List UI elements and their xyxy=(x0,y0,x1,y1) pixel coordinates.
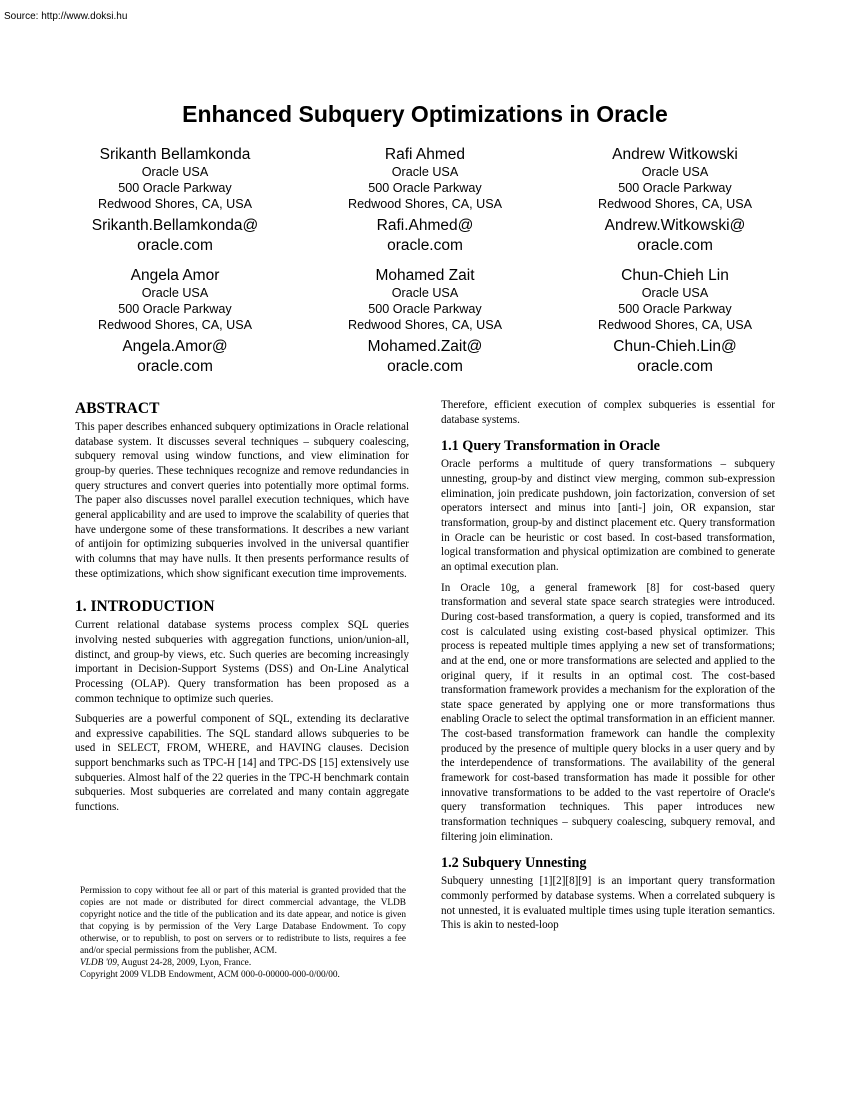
author-street: 500 Oracle Parkway xyxy=(618,181,732,195)
abstract-heading: ABSTRACT xyxy=(75,400,160,417)
author-name: Andrew Witkowski xyxy=(612,146,738,163)
author-org: Oracle USA xyxy=(141,165,209,179)
permission-text: Permission to copy without fee all or part of this material is granted provided that the copies are not made or distributed for direct commercial advantage, the VLDB copyright notice and the title of the publication and its date appear, and notice is given that copying is by permission of the Very Large Database Endowment. To copy otherwise, or to republish, to post on servers or to redistribute to lists, requires a fee and/or special permissions from the publisher, ACM. xyxy=(80,886,406,957)
introduction-paragraph: Subqueries are a powerful component of SQL, extending its declarative and expressive capabilities. The SQL standard allows subqueries to be used in SELECT, FROM, WHERE, and HAVING clauses. Decision support benchmarks such as TPC-H [14] and TPC-DS [15] extensively use subqueries. Almost half of the 22 queries in the TPC-H benchmark contain subqueries. Most subqueries are correlated and many contain aggregate functions. xyxy=(75,713,409,814)
author-block xyxy=(550,266,800,376)
introduction-heading: 1. INTRODUCTION xyxy=(75,598,215,616)
author-email-user: Rafi.Ahmed@ xyxy=(376,217,474,234)
author-city: Redwood Shores, CA, USA xyxy=(98,318,252,332)
author-block xyxy=(50,266,300,376)
author-city: Redwood Shores, CA, USA xyxy=(98,197,252,211)
author-name: Chun-Chieh Lin xyxy=(621,267,729,284)
source-url: Source: http://www.doksi.hu xyxy=(4,11,128,22)
author-street: 500 Oracle Parkway xyxy=(618,302,732,316)
left-column xyxy=(75,399,409,821)
author-name: Mohamed Zait xyxy=(375,267,475,284)
section-paragraph: Oracle performs a multitude of query transformations – subquery unnesting, group-by and distinct view merging, common sub-expression elimination, join predicate pushdown, join factorization, conversion of set operators intersect and minus into [anti-] join, OR expansion, star transformation, group-by and distinct placement etc. Query transformation in Oracle can be heuristic or cost based. In cost-based transformation, logical transformation and physical optimization are combined to generate an optimal execution plan. xyxy=(441,458,775,573)
section-heading-subquery-unnesting: 1.2 Subquery Unnesting xyxy=(441,855,587,872)
author-org: Oracle USA xyxy=(391,286,459,300)
author-street: 500 Oracle Parkway xyxy=(118,181,232,195)
author-email-user: Angela.Amor@ xyxy=(122,338,228,355)
author-city: Redwood Shores, CA, USA xyxy=(348,318,502,332)
paper-title: Enhanced Subquery Optimizations in Oracle xyxy=(182,101,668,127)
right-column xyxy=(441,398,775,939)
section-paragraph: In Oracle 10g, a general framework [8] for cost-based query transformation and several state space search strategies were introduced. During cost-based transformation, a query is copied, transformed and its cost is calculated using existing cost-based physical optimizer. This process is repeated multiple times applying a new set of transformations; and at the end, one or more transformations are selected and applied to the original query, if it results in an optimal cost. The cost-based transformation framework provides a mechanism for the exploration of the state space generated by applying one or more transformations thus enabling Oracle to select the optimal transformation in an efficient manner. The cost-based transformation framework can handle the complexity produced by the presence of multiple query blocks in a user query and by the interdependence of transformations. The availability of the general framework for cost-based transformation has made it possible for other innovative transformations to be added to the vast repertoire of Oracle's query transformation techniques. This paper introduces new transformation techniques – subquery coalescing, subquery removal, and filtering join elimination. xyxy=(441,581,775,843)
author-email-domain: oracle.com xyxy=(637,236,713,254)
author-org: Oracle USA xyxy=(641,286,709,300)
author-street: 500 Oracle Parkway xyxy=(368,302,482,316)
copyright-line: Copyright 2009 VLDB Endowment, ACM 000-0-00000-000-0/00/00. xyxy=(80,970,340,981)
author-city: Redwood Shores, CA, USA xyxy=(598,318,752,332)
author-email-domain: oracle.com xyxy=(387,357,463,375)
author-name: Angela Amor xyxy=(130,267,220,284)
author-email-domain: oracle.com xyxy=(637,357,713,375)
author-city: Redwood Shores, CA, USA xyxy=(598,197,752,211)
author-street: 500 Oracle Parkway xyxy=(118,302,232,316)
author-name: Rafi Ahmed xyxy=(384,146,466,163)
venue-details: , August 24-28, 2009, Lyon, France. xyxy=(116,958,252,969)
author-org: Oracle USA xyxy=(141,286,209,300)
author-org: Oracle USA xyxy=(391,165,459,179)
section-heading-query-transformation: 1.1 Query Transformation in Oracle xyxy=(441,438,660,455)
author-email-user: Chun-Chieh.Lin@ xyxy=(613,338,737,355)
introduction-paragraph: Current relational database systems process complex SQL queries involving nested subqueries with aggregation functions, union/union-all, distinct, and group-by views, etc. Such queries are becoming increasingly important in Decision-Support Systems (DSS) and On-Line Analytical Processing (OLAP). Query transformation has been proposed as a common technique to optimize such queries. xyxy=(75,619,409,705)
author-city: Redwood Shores, CA, USA xyxy=(348,197,502,211)
author-email-domain: oracle.com xyxy=(137,236,213,254)
abstract-text: This paper describes enhanced subquery optimizations in Oracle relational database system. It discusses several techniques – subquery coalescing, subquery removal using window functions, and view elimination for group-by queries. These techniques recognize and remove redundancies in query structures and convert queries into potentially more optimal forms. The paper also discusses novel parallel execution techniques, which have general applicability and are used to improve the scalability of queries that have undergone some of these transformations. It describes a new variant of antijoin for optimizing subqueries involved in the universal quantifier with columns that may have nulls. It then presents performance results of these optimizations, which show significant execution time improvements. xyxy=(75,421,409,580)
section-paragraph: Subquery unnesting [1][2][8][9] is an important query transformation commonly performed by database systems. When a correlated subquery is not unnested, it is evaluated multiple times using tuple iteration semantics. This is akin to nested-loop xyxy=(441,875,775,932)
author-email-domain: oracle.com xyxy=(137,357,213,375)
author-email-user: Andrew.Witkowski@ xyxy=(604,217,746,234)
author-block xyxy=(550,145,800,255)
author-org: Oracle USA xyxy=(641,165,709,179)
venue-name: VLDB '09 xyxy=(80,958,117,969)
author-name: Srikanth Bellamkonda xyxy=(99,146,251,163)
author-email-user: Srikanth.Bellamkonda@ xyxy=(91,217,259,234)
author-block xyxy=(300,145,550,255)
permission-notice xyxy=(80,885,406,981)
author-block xyxy=(50,145,300,255)
author-street: 500 Oracle Parkway xyxy=(368,181,482,195)
author-block xyxy=(300,266,550,376)
introduction-continuation: Therefore, efficient execution of complex subqueries is essential for database systems. xyxy=(441,399,775,426)
author-email-user: Mohamed.Zait@ xyxy=(367,338,483,355)
author-email-domain: oracle.com xyxy=(387,236,463,254)
